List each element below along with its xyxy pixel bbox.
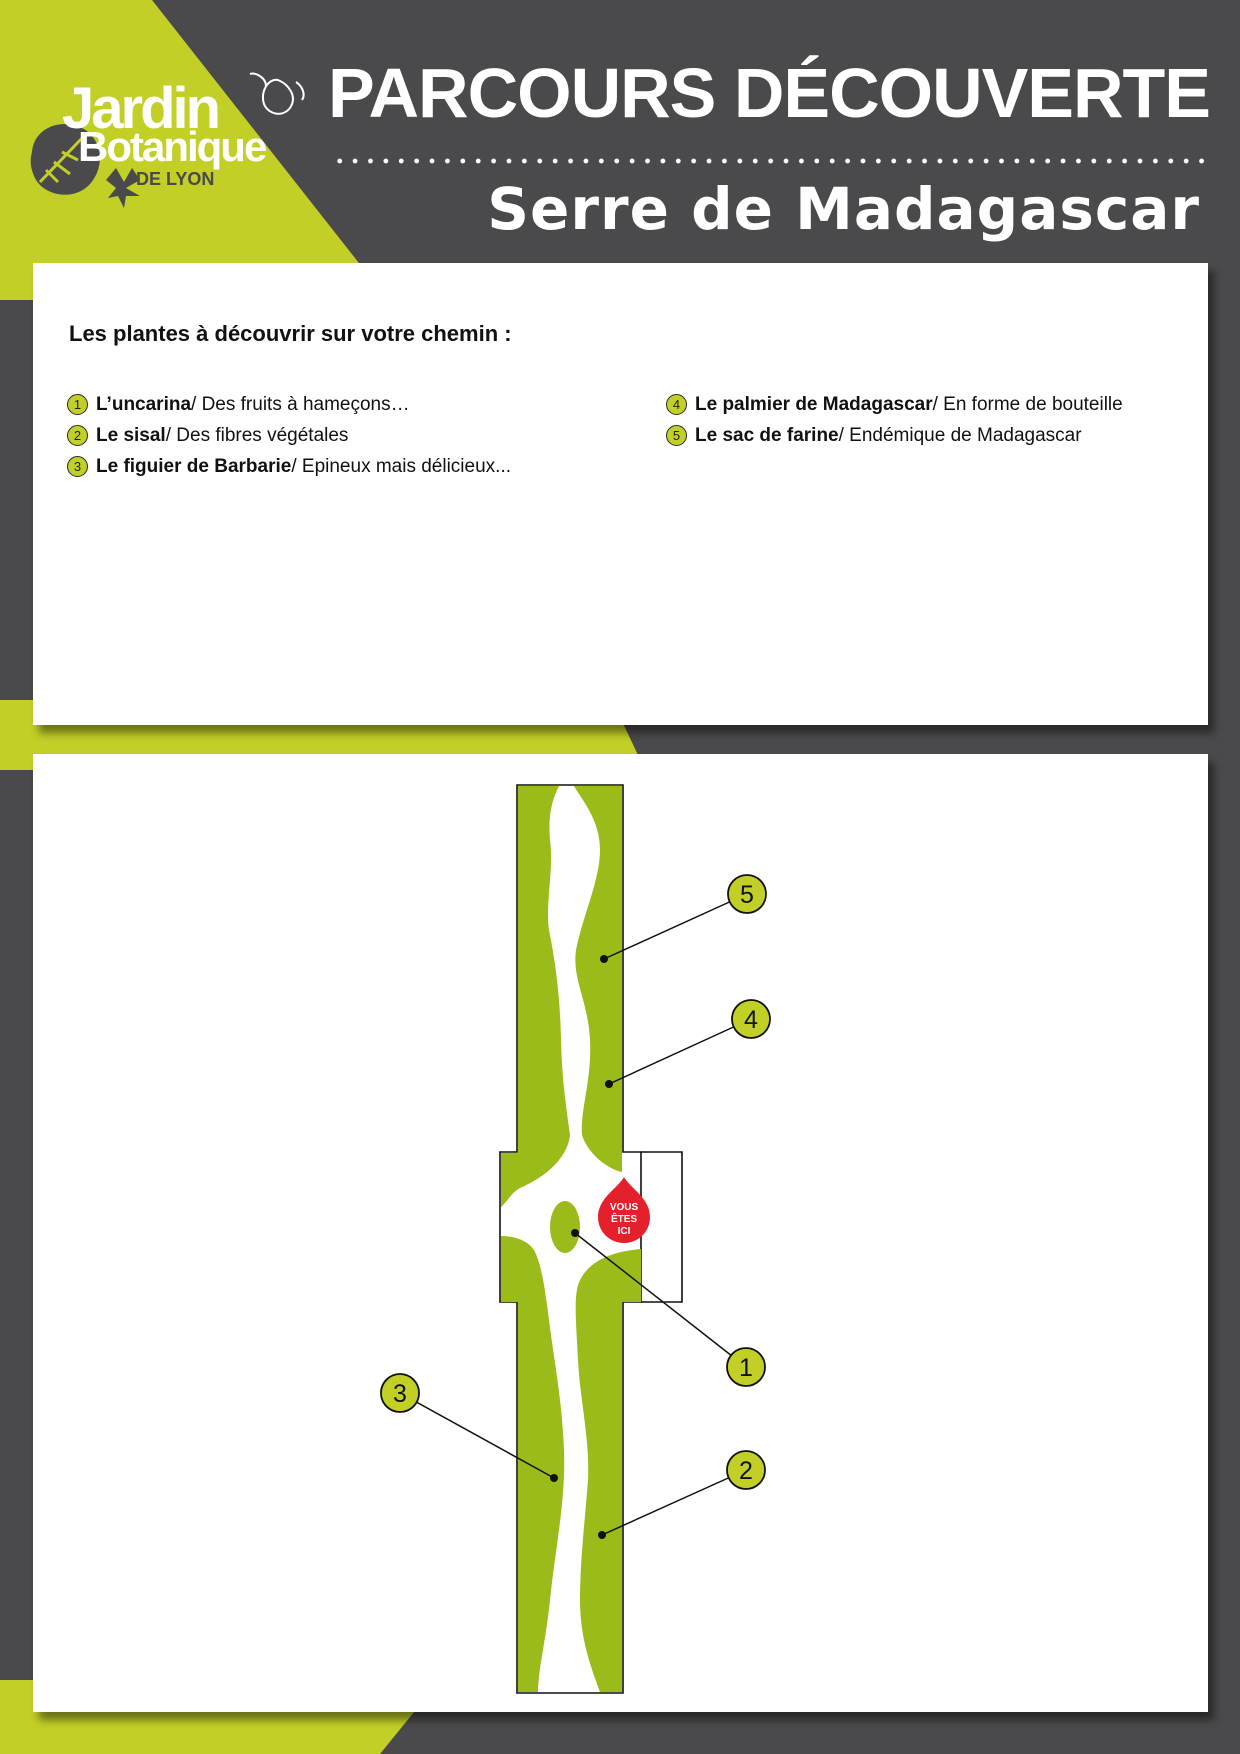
anchor-dot-3 bbox=[550, 1474, 558, 1482]
you-are-here-line-2: ÊTES bbox=[610, 1214, 638, 1225]
anchor-dot-5 bbox=[600, 955, 608, 963]
logo-text-de-lyon: DE LYON bbox=[136, 169, 215, 189]
map-marker-4 bbox=[732, 1000, 770, 1038]
legend-heading: Les plantes à découvrir sur votre chemin : bbox=[69, 321, 512, 346]
legend-item bbox=[67, 451, 511, 482]
plant-description: / En forme de bouteille bbox=[932, 393, 1123, 415]
map-marker-1 bbox=[727, 1348, 765, 1386]
page-title: PARCOURS DÉCOUVERTE bbox=[327, 54, 1210, 132]
dotted-divider bbox=[332, 158, 1212, 164]
legend-column-left bbox=[67, 389, 511, 482]
legend-item bbox=[666, 420, 1123, 451]
leader-line-4 bbox=[609, 1019, 751, 1084]
logo-text-botanique: Botanique bbox=[78, 123, 266, 170]
page-subtitle: Serre de Madagascar bbox=[487, 175, 1200, 243]
plant-description: / Epineux mais délicieux... bbox=[291, 455, 512, 477]
anchor-dot-4 bbox=[605, 1080, 613, 1088]
plant-bed-center bbox=[550, 1201, 580, 1253]
anchor-dot-2 bbox=[598, 1531, 606, 1539]
map-panel bbox=[33, 754, 1208, 1712]
marker-label-1: 1 bbox=[739, 1354, 753, 1382]
anchor-dot-1 bbox=[571, 1229, 579, 1237]
number-badge: 5 bbox=[666, 425, 687, 446]
map-marker-3 bbox=[381, 1374, 419, 1412]
jardin-botanique-logo bbox=[20, 70, 330, 210]
greenhouse-map bbox=[33, 754, 1208, 1712]
number-badge: 3 bbox=[67, 456, 88, 477]
you-are-here-line-3: ICI bbox=[617, 1226, 631, 1237]
plant-name: Le palmier de Madagascar bbox=[695, 393, 933, 415]
legend-column-right bbox=[666, 389, 1123, 451]
plant-description: / Endémique de Madagascar bbox=[838, 424, 1082, 446]
leader-line-5 bbox=[604, 894, 747, 959]
plant-name: L’uncarina bbox=[96, 393, 192, 415]
marker-label-4: 4 bbox=[744, 1006, 758, 1034]
marker-label-5: 5 bbox=[740, 881, 754, 909]
you-are-here-line-1: VOUS bbox=[609, 1202, 639, 1213]
plant-name: Le figuier de Barbarie bbox=[96, 455, 292, 477]
number-badge: 2 bbox=[67, 425, 88, 446]
number-badge: 1 bbox=[67, 394, 88, 415]
logo-text-jardin: Jardin bbox=[62, 76, 219, 141]
plant-description: / Des fruits à hameçons… bbox=[191, 393, 410, 415]
legend-item bbox=[666, 389, 1123, 420]
legend-panel bbox=[33, 263, 1208, 725]
map-marker-5 bbox=[728, 875, 766, 913]
marker-label-2: 2 bbox=[739, 1457, 753, 1485]
number-badge: 4 bbox=[666, 394, 687, 415]
map-marker-2 bbox=[727, 1451, 765, 1489]
plant-name: Le sisal bbox=[96, 424, 166, 446]
plant-description: / Des fibres végétales bbox=[165, 424, 349, 446]
marker-label-3: 3 bbox=[393, 1380, 407, 1408]
legend-item bbox=[67, 389, 511, 420]
legend-item bbox=[67, 420, 511, 451]
plant-name: Le sac de farine bbox=[695, 424, 839, 446]
